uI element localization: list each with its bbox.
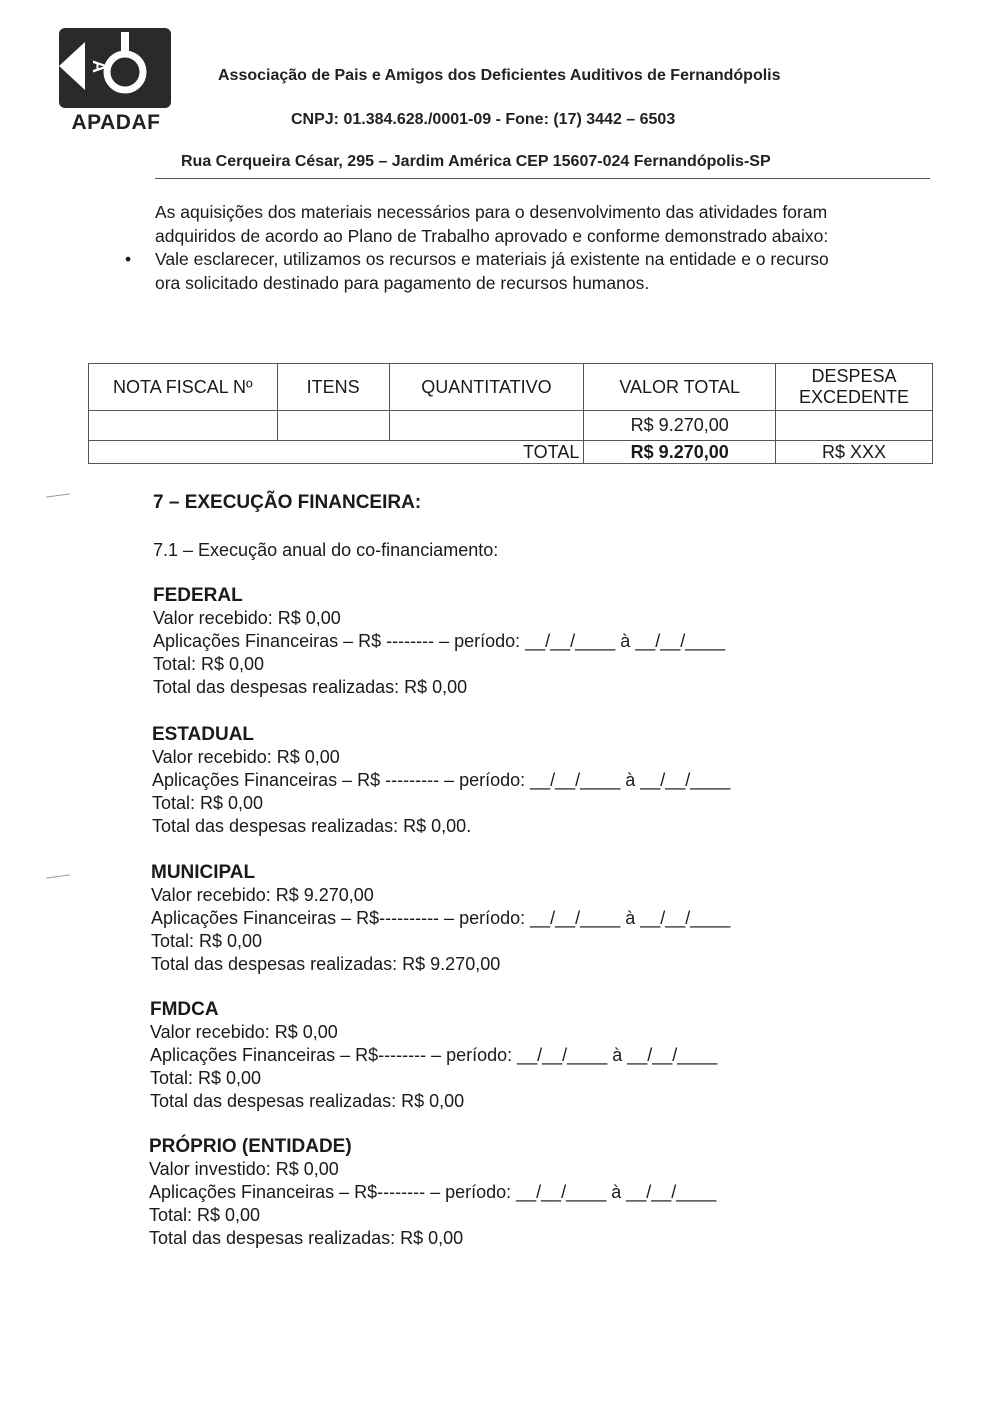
- block-line: Total das despesas realizadas: R$ 0,00: [149, 1228, 464, 1248]
- nota-fiscal-table: [88, 363, 933, 464]
- block-line: Aplicações Financeiras – R$ -------- – período: __/__/____ à __/__/____: [153, 631, 726, 651]
- section-subtitle: 7.1 – Execução anual do co-financiamento:: [153, 540, 499, 560]
- scan-mark: [46, 874, 70, 878]
- block-title: PRÓPRIO (ENTIDADE): [149, 1136, 352, 1157]
- block-line: Total das despesas realizadas: R$ 0,00: [153, 677, 468, 697]
- federal-block: [153, 584, 725, 699]
- bullet-text: Vale esclarecer, utilizamos os recursos e materiais já existente na entidade e o recurso ora solicitado destinado para pagamento de recursos humanos.: [155, 249, 829, 293]
- block-line: Valor recebido: R$ 0,00: [153, 608, 341, 628]
- svg-text:A: A: [89, 60, 109, 73]
- header-cell: QUANTITATIVO: [389, 364, 584, 411]
- despesa-cell: [776, 411, 933, 441]
- table-total-row: [89, 441, 933, 464]
- block-line: Aplicações Financeiras – R$---------- – período: __/__/____ à __/__/____: [151, 908, 731, 928]
- address: Rua Cerqueira César, 295 – Jardim América CEP 15607-024 Fernandópolis-SP: [181, 153, 771, 170]
- header-cell: VALOR TOTAL: [584, 364, 776, 411]
- total-label: TOTAL: [89, 441, 584, 464]
- header-cell: NOTA FISCAL Nº: [89, 364, 278, 411]
- block-line: Total: R$ 0,00: [153, 654, 265, 674]
- bullet-symbol: •: [125, 249, 132, 269]
- header-divider: [155, 178, 930, 179]
- block-line: Valor recebido: R$ 9.270,00: [151, 885, 374, 905]
- block-title: FEDERAL: [153, 585, 243, 606]
- header-cell: ITENS: [277, 364, 389, 411]
- intro-section: [125, 201, 835, 295]
- proprio-block: [149, 1135, 716, 1250]
- cnpj-phone: CNPJ: 01.384.628./0001-09 - Fone: (17) 3442 – 6503: [291, 111, 676, 128]
- intro-bullet: [125, 248, 835, 295]
- block-line: Aplicações Financeiras – R$-------- – período: __/__/____ à __/__/____: [150, 1045, 718, 1065]
- block-line: Valor investido: R$ 0,00: [149, 1159, 339, 1179]
- table-header-row: [89, 364, 933, 411]
- block-line: Valor recebido: R$ 0,00: [150, 1022, 338, 1042]
- block-line: Total: R$ 0,00: [151, 931, 263, 951]
- table-row: [89, 411, 933, 441]
- valor-total-cell: R$ 9.270,00: [584, 411, 776, 441]
- quantitativo-cell: [389, 411, 584, 441]
- total-valor-cell: R$ 9.270,00: [584, 441, 776, 464]
- section-title: 7 – EXECUÇÃO FINANCEIRA:: [153, 492, 422, 513]
- itens-cell: [277, 411, 389, 441]
- block-line: Total: R$ 0,00: [152, 793, 264, 813]
- scan-mark: [46, 493, 70, 497]
- block-line: Total: R$ 0,00: [150, 1068, 262, 1088]
- nota-cell: [89, 411, 278, 441]
- block-line: Aplicações Financeiras – R$ --------- – período: __/__/____ à __/__/____: [152, 770, 731, 790]
- block-title: MUNICIPAL: [151, 862, 256, 883]
- block-title: ESTADUAL: [152, 724, 255, 745]
- block-line: Total das despesas realizadas: R$ 9.270,00: [151, 954, 501, 974]
- block-line: Valor recebido: R$ 0,00: [152, 747, 340, 767]
- header-cell: DESPESA EXCEDENTE: [776, 364, 933, 411]
- block-line: Total das despesas realizadas: R$ 0,00: [150, 1091, 465, 1111]
- block-line: Total: R$ 0,00: [149, 1205, 261, 1225]
- block-line: Total das despesas realizadas: R$ 0,00.: [152, 816, 472, 836]
- logo-text: APADAF: [71, 111, 161, 134]
- block-title: FMDCA: [150, 999, 219, 1020]
- organization-name: Associação de Pais e Amigos dos Deficientes Auditivos de Fernandópolis: [218, 67, 781, 84]
- fmdca-block: [150, 998, 717, 1113]
- total-despesa-cell: R$ XXX: [776, 441, 933, 464]
- block-line: Aplicações Financeiras – R$-------- – período: __/__/____ à __/__/____: [149, 1182, 717, 1202]
- municipal-block: [151, 861, 730, 976]
- intro-paragraph: As aquisições dos materiais necessários para o desenvolvimento das atividades foram adquiridos de acordo ao Plano de Trabalho aprovado e conforme demonstrado abaixo:: [155, 202, 829, 246]
- estadual-block: [152, 723, 730, 838]
